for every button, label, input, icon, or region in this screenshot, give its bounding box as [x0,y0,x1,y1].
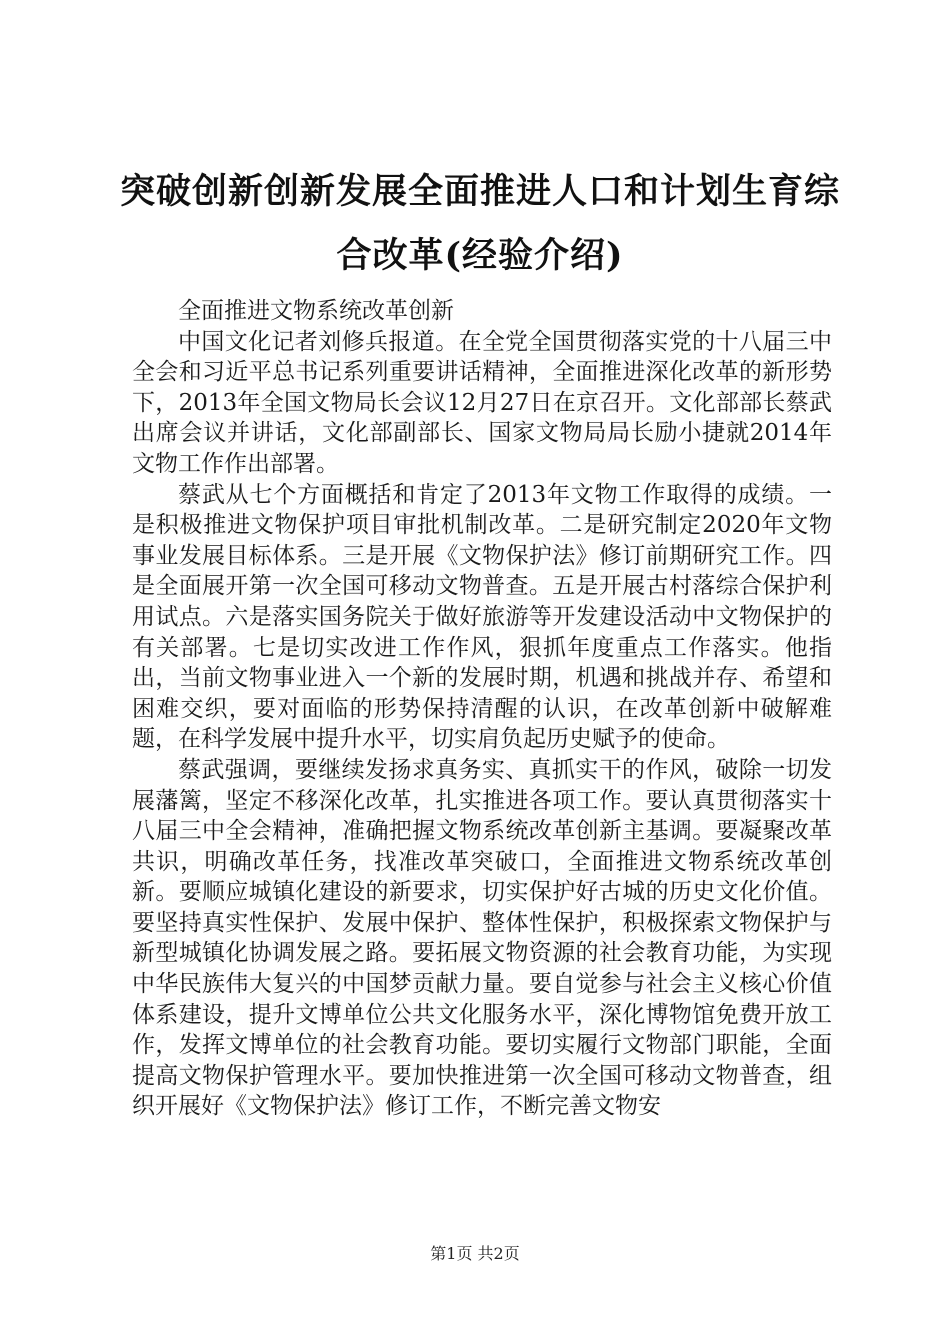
paragraph: 蔡武强调，要继续发扬求真务实、真抓实干的作风，破除一切发展藩篱，坚定不移深化改革，扎实推进各项工作。要认真贯彻落实十八届三中全会精神，准确把握文物系统改革创新主基调。要凝聚改革共识，明确改革任务，找准改革突破口，全面推进文物系统改革创新。要顺应城镇化建设的新要求，切实保护好古城的历史文化价值。要坚持真实性保护、发展中保护、整体性保护，积极探索文物保护与新型城镇化协调发展之路。要拓展文物资源的社会教育功能，为实现中华民族伟大复兴的中国梦贡献力量。要自觉参与社会主义核心价值体系建设，提升文博单位公共文化服务水平，深化博物馆免费开放工作，发挥文博单位的社会教育功能。要切实履行文物部门职能，全面提高文物保护管理水平。要加快推进第一次全国可移动文物普查，组织开展好《文物保护法》修订工作，不断完善文物安 [132,756,832,1120]
paragraph-subheading: 全面推进文物系统改革创新 [178,298,454,324]
page-number-footer: 第1页 共2页 [430,1244,520,1263]
paragraph: 蔡武从七个方面概括和肯定了2013年文物工作取得的成绩。一是积极推进文物保护项目审批机制改革。二是研究制定2020年文物事业发展目标体系。三是开展《文物保护法》修订前期研究工作。四是全面展开第一次全国可移动文物普查。五是开展古村落综合保护利用试点。六是落实国务院关于做好旅游等开发建设活动中文物保护的有关部署。七是切实改进工作作风，狠抓年度重点工作落实。他指出，当前文物事业进入一个新的发展时期，机遇和挑战并存、希望和困难交织，要对面临的形势保持清醒的认识，在改革创新中破解难题，在科学发展中提升水平，切实肩负起历史赋予的使命。 [132,481,832,753]
document-title: 突破创新创新发展全面推进人口和计划生育综合改革(经验介绍) [120,171,841,276]
paragraph: 中国文化记者刘修兵报道。在全党全国贯彻落实党的十八届三中全会和习近平总书记系列重要讲话精神，全面推进深化改革的新形势下，2013年全国文物局长会议12月27日在京召开。文化部部长蔡武出席会议并讲话，文化部副部长、国家文物局局长励小捷就2014年文物工作作出部署。 [132,328,832,477]
document-body [132,296,832,1122]
